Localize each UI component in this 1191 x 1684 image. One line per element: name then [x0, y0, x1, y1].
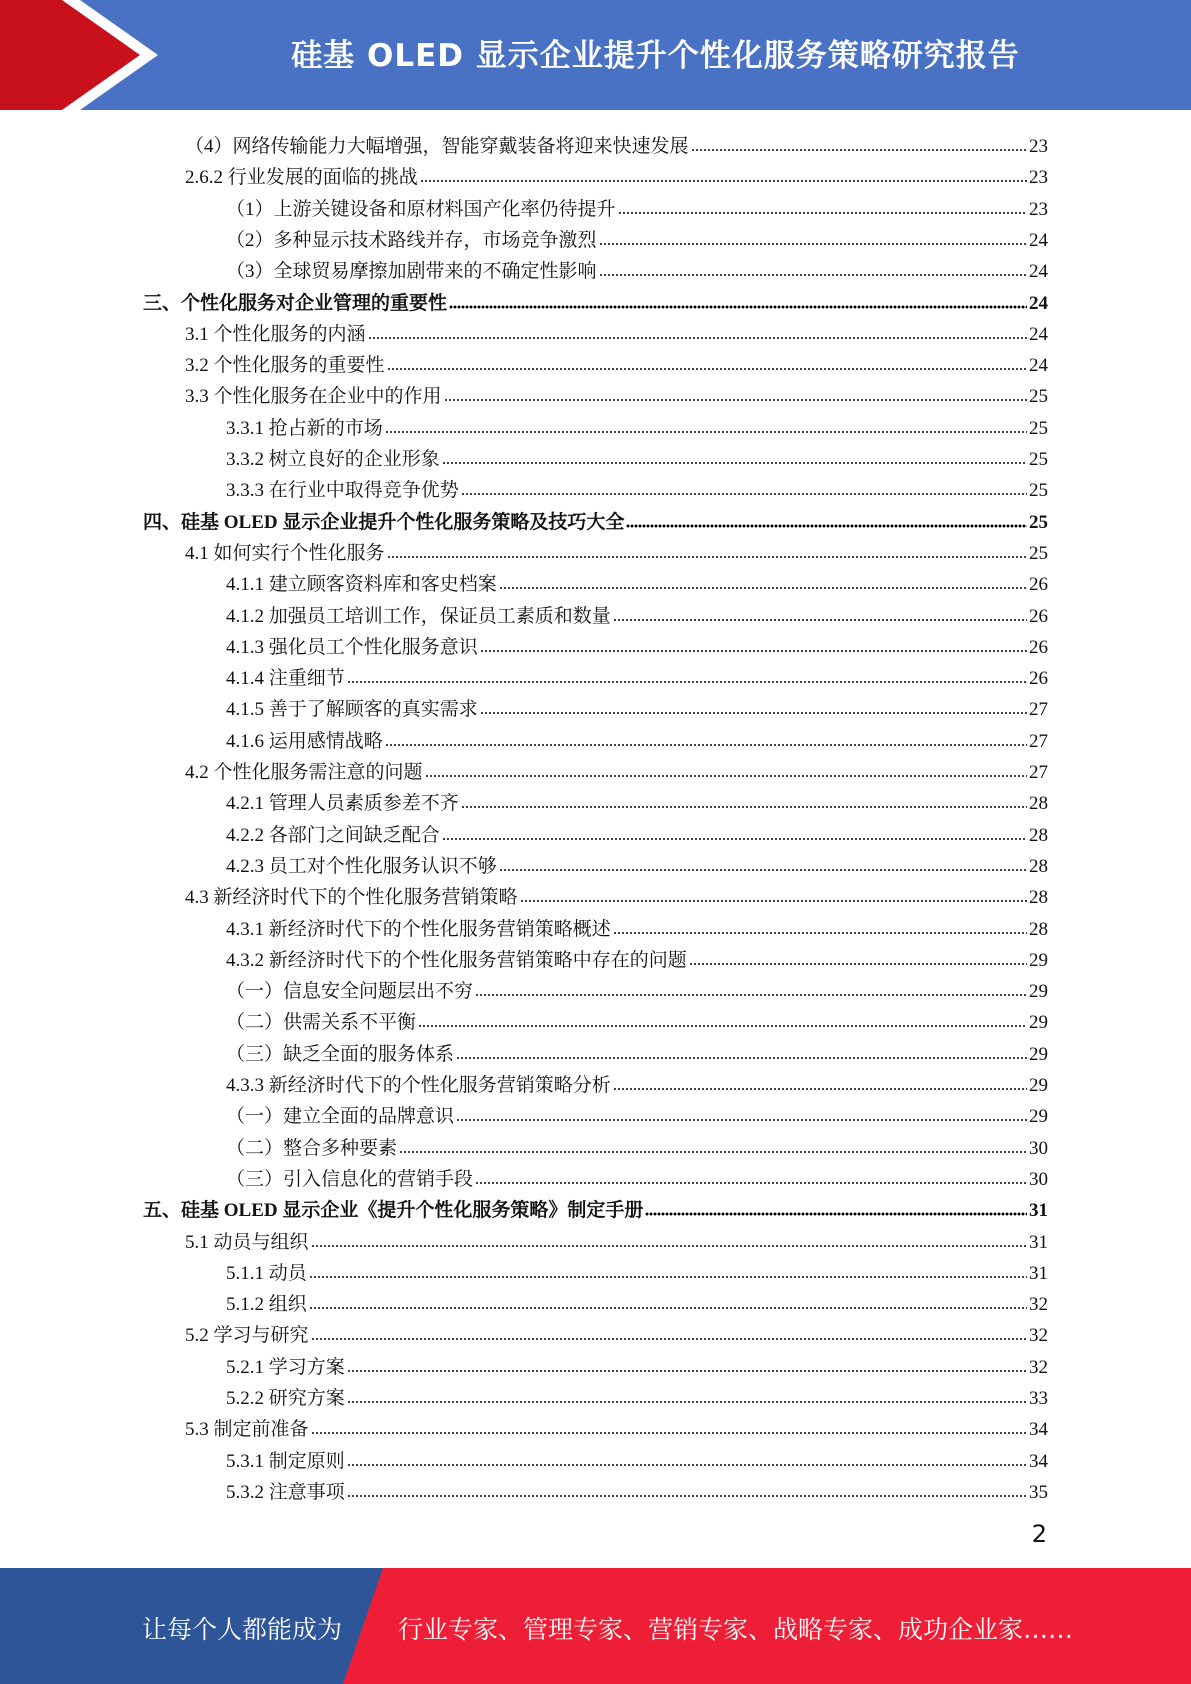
toc-entry-page: 23	[1029, 198, 1048, 220]
toc-dot-leader	[618, 211, 1027, 217]
toc-entry[interactable]	[226, 1442, 1048, 1473]
toc-entry-page: 35	[1029, 1481, 1048, 1503]
toc-entry-page: 31	[1029, 1200, 1048, 1222]
toc-entry-page: 34	[1029, 1450, 1048, 1472]
toc-entry-label: （二）供需关系不平衡	[226, 1012, 417, 1034]
toc-dot-leader	[520, 899, 1027, 905]
toc-entry-label: 5.1 动员与组织	[185, 1231, 309, 1253]
toc-entry[interactable]	[226, 784, 1048, 815]
toc-dot-leader	[311, 1431, 1027, 1437]
toc-entry[interactable]	[185, 315, 1048, 346]
toc-entry-page: 28	[1029, 855, 1048, 877]
toc-entry-page: 28	[1029, 824, 1048, 846]
footer-slogan-right: 行业专家、管理专家、营销专家、战略专家、成功企业家……	[398, 1615, 1074, 1644]
toc-entry-label: 4.3.3 新经济时代下的个性化服务营销策略分析	[226, 1075, 611, 1096]
toc-entry-page: 24	[1029, 323, 1048, 345]
toc-dot-leader	[499, 586, 1027, 592]
toc-entry-page: 26	[1029, 574, 1048, 596]
toc-entry[interactable]	[226, 910, 1048, 941]
toc-entry-page: 23	[1029, 167, 1048, 189]
toc-entry-label: 5.1.2 组织	[226, 1294, 307, 1316]
toc-entry-page: 25	[1029, 480, 1048, 502]
toc-entry-label: 5.1.1 动员	[226, 1262, 307, 1284]
toc-entry-page: 34	[1029, 1419, 1048, 1441]
toc-entry-label: 3.3 个性化服务在企业中的作用	[185, 386, 442, 408]
toc-dot-leader	[626, 524, 1027, 530]
toc-entry[interactable]	[226, 409, 1048, 440]
toc-entry-page: 25	[1029, 417, 1048, 439]
toc-dot-leader	[613, 618, 1027, 624]
toc-dot-leader	[347, 1494, 1027, 1500]
toc-entry-label: 4.1.3 强化员工个性化服务意识	[226, 636, 478, 658]
toc-dot-leader	[387, 555, 1027, 561]
toc-entry-label: 4.2.1 管理人员素质参差不齐	[226, 793, 459, 815]
toc-dot-leader	[480, 649, 1027, 655]
toc-entry-label: （一）建立全面的品牌意识	[226, 1106, 455, 1128]
toc-entry[interactable]	[143, 1191, 1048, 1222]
toc-entry-label: 5.3.1 制定原则	[226, 1450, 345, 1472]
toc-entry-page: 32	[1029, 1294, 1048, 1316]
toc-entry-label: （1）上游关键设备和原材料国产化率仍待提升	[226, 198, 616, 220]
toc-entry[interactable]	[185, 878, 1048, 909]
toc-entry-label: 5.2.1 学习方案	[226, 1356, 345, 1378]
toc-entry-label: 三、个性化服务对企业管理的重要性	[143, 292, 448, 314]
toc-entry-page: 28	[1029, 887, 1048, 909]
toc-entry[interactable]	[143, 503, 1048, 534]
toc-entry-label: 3.3.3 在行业中取得竞争优势	[226, 480, 459, 502]
toc-entry-label: 3.2 个性化服务的重要性	[185, 355, 385, 377]
toc-entry-label: 4.1.1 建立顾客资料库和客史档案	[226, 574, 497, 596]
toc-entry[interactable]	[226, 221, 1048, 252]
toc-entry[interactable]	[226, 659, 1048, 690]
toc-entry-page: 24	[1029, 229, 1048, 251]
toc-entry[interactable]	[185, 753, 1048, 784]
toc-entry[interactable]	[226, 440, 1048, 471]
toc-entry-label: 4.1.4 注重细节	[226, 668, 345, 690]
toc-entry-page: 29	[1029, 1043, 1048, 1065]
toc-entry[interactable]	[226, 252, 1048, 283]
toc-entry-page: 25	[1029, 386, 1048, 408]
page-footer	[0, 1568, 1191, 1684]
page-header	[0, 0, 1191, 110]
page-number: 2	[1031, 1520, 1047, 1548]
toc-entry-label: 五、硅基 OLED 显示企业《提升个性化服务策略》制定手册	[143, 1200, 644, 1222]
toc-dot-leader	[613, 1087, 1027, 1093]
toc-entry[interactable]	[226, 690, 1048, 721]
toc-entry-label: （4）网络传输能力大幅增强，智能穿戴装备将迎来快速发展	[185, 136, 689, 157]
toc-entry[interactable]	[226, 628, 1048, 659]
toc-entry[interactable]	[226, 722, 1048, 753]
toc-entry-page: 29	[1029, 1012, 1048, 1034]
toc-dot-leader	[347, 680, 1027, 686]
toc-entry[interactable]	[226, 1129, 1048, 1160]
toc-entry-label: （二）整合多种要素	[226, 1137, 398, 1159]
toc-entry[interactable]	[226, 1379, 1048, 1410]
toc-entry-label: 4.3 新经济时代下的个性化服务营销策略	[185, 887, 518, 909]
toc-dot-leader	[347, 1369, 1027, 1375]
toc-entry-page: 25	[1029, 542, 1048, 564]
toc-dot-leader	[311, 1337, 1027, 1343]
toc-entry[interactable]	[185, 158, 1048, 189]
document-title: 硅基 OLED 显示企业提升个性化服务策略研究报告	[291, 38, 1020, 74]
toc-dot-leader	[456, 1056, 1027, 1062]
toc-entry-page: 27	[1029, 730, 1048, 752]
toc-entry[interactable]	[226, 1348, 1048, 1379]
toc-entry-label: 5.2.2 研究方案	[226, 1388, 345, 1409]
toc-dot-leader	[309, 1275, 1027, 1281]
toc-entry-label: 2.6.2 行业发展的面临的挑战	[185, 167, 418, 189]
toc-dot-leader	[461, 492, 1027, 498]
toc-entry[interactable]	[226, 597, 1048, 628]
toc-dot-leader	[368, 336, 1027, 342]
toc-entry[interactable]	[226, 471, 1048, 502]
toc-entry-page: 25	[1029, 511, 1048, 533]
toc-dot-leader	[385, 743, 1027, 749]
toc-entry-label: 4.3.2 新经济时代下的个性化服务营销策略中存在的问题	[226, 949, 687, 971]
toc-entry-page: 29	[1029, 981, 1048, 1003]
toc-entry-page: 32	[1029, 1356, 1048, 1378]
toc-entry[interactable]	[226, 565, 1048, 596]
toc-dot-leader	[420, 179, 1027, 185]
toc-entry-page: 28	[1029, 793, 1048, 815]
toc-entry[interactable]	[226, 816, 1048, 847]
toc-entry[interactable]	[226, 1066, 1048, 1097]
toc-entry[interactable]	[185, 1410, 1048, 1441]
toc-entry[interactable]	[185, 346, 1048, 377]
toc-entry-label: 5.3.2 注意事项	[226, 1481, 345, 1503]
toc-entry[interactable]	[226, 1035, 1048, 1066]
toc-entry[interactable]	[226, 941, 1048, 972]
toc-dot-leader	[461, 805, 1027, 811]
toc-entry[interactable]	[226, 1003, 1048, 1034]
toc-entry-label: 5.2 学习与研究	[185, 1325, 309, 1347]
toc-entry-page: 27	[1029, 762, 1048, 783]
toc-entry-page: 30	[1029, 1168, 1048, 1190]
toc-entry-label: 3.3.1 抢占新的市场	[226, 417, 383, 439]
toc-entry-page: 26	[1029, 605, 1048, 627]
toc-dot-leader	[599, 273, 1027, 279]
toc-entry-label: 4.1.5 善于了解顾客的真实需求	[226, 699, 478, 721]
toc-entry-page: 28	[1029, 918, 1048, 940]
toc-entry-label: （2）多种显示技术路线并存，市场竞争激烈	[226, 229, 597, 251]
toc-dot-leader	[599, 242, 1027, 248]
toc-dot-leader	[347, 1463, 1027, 1469]
toc-entry-label: 4.3.1 新经济时代下的个性化服务营销策略概述	[226, 918, 611, 940]
toc-entry-page: 23	[1029, 136, 1048, 157]
toc-entry[interactable]	[226, 1473, 1048, 1504]
toc-entry[interactable]	[226, 1160, 1048, 1191]
toc-entry-page: 25	[1029, 449, 1048, 470]
toc-entry-page: 31	[1029, 1231, 1048, 1253]
toc-dot-leader	[425, 774, 1027, 780]
toc-entry[interactable]	[185, 377, 1048, 408]
toc-dot-leader	[456, 1118, 1027, 1124]
toc-dot-leader	[499, 868, 1027, 874]
toc-dot-leader	[311, 1244, 1027, 1250]
toc-entry-label: 3.1 个性化服务的内涵	[185, 323, 366, 345]
toc-entry-label: 4.1.6 运用感情战略	[226, 730, 383, 752]
toc-entry-label: 4.1 如何实行个性化服务	[185, 542, 385, 564]
toc-entry[interactable]	[185, 1223, 1048, 1254]
toc-entry-label: （三）缺乏全面的服务体系	[226, 1043, 455, 1065]
toc-entry-page: 32	[1029, 1325, 1048, 1347]
toc-entry[interactable]	[226, 1097, 1048, 1128]
toc-entry-label: （3）全球贸易摩擦加剧带来的不确定性影响	[226, 261, 597, 283]
toc-entry-page: 29	[1029, 949, 1048, 971]
toc-entry[interactable]	[226, 1285, 1048, 1316]
toc-entry-page: 33	[1029, 1388, 1048, 1409]
toc-entry-label: 4.1.2 加强员工培训工作，保证员工素质和数量	[226, 605, 611, 627]
toc-entry-label: 5.3 制定前准备	[185, 1419, 309, 1441]
toc-dot-leader	[418, 1024, 1027, 1030]
toc-dot-leader	[347, 1400, 1027, 1406]
toc-entry-label: 四、硅基 OLED 显示企业提升个性化服务策略及技巧大全	[143, 511, 625, 533]
toc-dot-leader	[449, 305, 1027, 311]
toc-dot-leader	[645, 1212, 1027, 1218]
toc-entry-label: 4.2.3 员工对个性化服务认识不够	[226, 855, 497, 877]
toc-dot-leader	[475, 1181, 1027, 1187]
toc-entry[interactable]	[143, 284, 1048, 315]
toc-entry[interactable]	[185, 534, 1048, 565]
toc-entry-page: 26	[1029, 636, 1048, 658]
toc-dot-leader	[309, 1306, 1027, 1312]
toc-entry[interactable]	[185, 127, 1048, 158]
toc-dot-leader	[691, 148, 1027, 154]
toc-entry-page: 27	[1029, 699, 1048, 721]
toc-dot-leader	[442, 461, 1027, 467]
toc-entry-label: 4.2.2 各部门之间缺乏配合	[226, 824, 440, 846]
toc-entry-page: 30	[1029, 1137, 1048, 1159]
toc-dot-leader	[444, 398, 1027, 404]
toc-dot-leader	[689, 962, 1027, 968]
toc-entry-page: 26	[1029, 668, 1048, 690]
toc-entry-page: 24	[1029, 292, 1048, 314]
toc-entry-label: （一）信息安全问题层出不穷	[226, 981, 474, 1003]
toc-entry-page: 29	[1029, 1106, 1048, 1128]
toc-entry[interactable]	[226, 847, 1048, 878]
toc-entry[interactable]	[226, 1254, 1048, 1285]
toc-entry-label: （三）引入信息化的营销手段	[226, 1168, 474, 1190]
toc-entry-label: 4.2 个性化服务需注意的问题	[185, 762, 423, 783]
toc-dot-leader	[399, 1150, 1027, 1156]
toc-entry[interactable]	[226, 972, 1048, 1003]
toc-entry[interactable]	[226, 190, 1048, 221]
toc-entry-page: 31	[1029, 1262, 1048, 1284]
toc-entry-page: 24	[1029, 355, 1048, 377]
toc-dot-leader	[480, 711, 1027, 717]
toc-entry-page: 24	[1029, 261, 1048, 283]
toc-dot-leader	[387, 367, 1027, 373]
toc-entry-label: 3.3.2 树立良好的企业形象	[226, 449, 440, 470]
toc-dot-leader	[442, 837, 1027, 843]
toc-entry-page: 29	[1029, 1075, 1048, 1096]
toc-dot-leader	[613, 931, 1027, 937]
footer-slogan-left: 让每个人都能成为	[142, 1615, 343, 1644]
toc-dot-leader	[385, 430, 1027, 436]
toc-dot-leader	[475, 993, 1027, 999]
toc-entry[interactable]	[185, 1316, 1048, 1347]
